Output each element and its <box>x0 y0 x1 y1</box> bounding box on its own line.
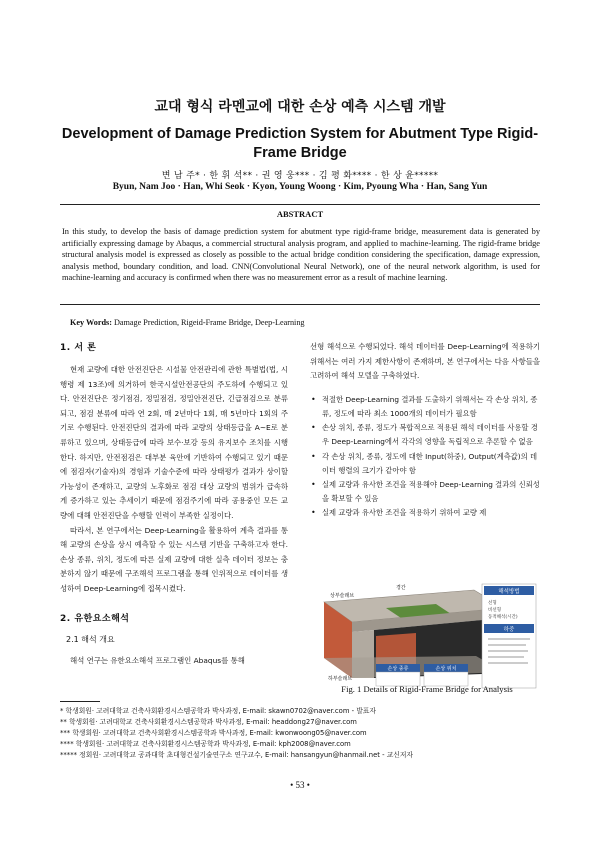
footnote: **** 학생회원· 고려대학교 건축사회환경시스템공학과 박사과정, E-mail: kph2008@naver.com <box>60 740 351 748</box>
list-item: • 적절한 Deep-Learning 결과를 도출하기 위해서는 각 손상 위치, 종류, 정도에 따라 최소 1000개의 데이터가 필요함 <box>310 393 540 421</box>
footnote-rule <box>60 701 100 702</box>
abstract-bottom-rule <box>60 304 540 305</box>
list-item: • 각 손상 위치, 종류, 정도에 대한 Input(하중), Output(계측값)의 데이터 행렬의 크기가 같아야 함 <box>310 450 540 478</box>
list-item: • 실제 교량과 유사한 조건을 적용해야 Deep-Learning 결과의 신뢰성을 확보할 수 있음 <box>310 478 540 506</box>
analysis-method-label: 해석방법 <box>498 589 520 595</box>
footnotes <box>60 706 540 761</box>
panel-item: 동적해석(시간) <box>488 615 518 620</box>
authors-korean: 변 남 주* · 한 휘 석** · 권 영 웅*** · 김 평 화**** · 한 상 윤***** <box>161 171 439 181</box>
analysis-paragraph: 해석 연구는 유한요소해석 프로그램인 Abaqus를 통해 <box>70 655 245 665</box>
damage-type-label: 손상 종류 <box>387 666 409 672</box>
list-item: • 손상 위치, 종류, 정도가 복합적으로 적용된 해석 데이터를 사용할 경우 Deep-Learning에서 각각의 영향을 독립적으로 추론할 수 없음 <box>310 421 540 449</box>
intro-paragraph-1: 현재 교량에 대한 안전진단은 시설물 안전관리에 관한 특별법(법, 시행령 제 13조)에 의거하여 한국시설안전공단의 주도하에 수행되고 있다. 안전진단은 정기점검, 정밀점검, 정밀안전진단, 긴급점검으로 분류되고, 점검 분류에 따라 연 2회, 매 2년마다 1회, 매 5년마다 1회의 주기로 수행된다. 안전진단의 결과에 따라 교량의 상태등급을 A~E로 분류하고 있으며, 상태등급에 따라 보수·보강 등의 유지보수 조치를 시행한다. 하지만, 안전점검은 대부분 육안에 기반하여 수행되고 있기 때문에 점검자(기술자)의 경험과 기술수준에 따라 상태평가 결과가 상이할 가능성이 존재하고, 교량의 노후화로 점검 대상 교량의 범위가 급속하게 증가하고 있는 추세이기 때문에 점검주기에 따라 공용중인 모든 교량에 대해 안전진단을 수행할 인력이 부족한 실정이다. <box>60 365 288 520</box>
figure-caption: Fig. 1 Details of Rigid-Frame Bridge for Analysis <box>341 684 513 694</box>
footnote: *** 학생회원· 고려대학교 건축사회환경시스템공학과 박사과정, E-mail: kwonwoong05@naver.com <box>60 729 367 737</box>
span-label: 경간 <box>396 585 406 591</box>
continued-paragraph: 선형 해석으로 수행되었다. 해석 데이터를 Deep-Learning에 적용하기 위해서는 여러 가지 제한사항이 존재하며, 본 연구에서는 다음 사항들을 고려하여 해석 모델을 구축하였다. <box>310 342 540 381</box>
panel-line <box>488 662 528 664</box>
bottom-slab-label: 하부슬래브 <box>328 676 353 682</box>
panel-item: 비선형 <box>488 608 502 613</box>
abstract-heading: ABSTRACT <box>276 209 324 219</box>
bridge-model-illustration <box>316 580 538 692</box>
top-slab-label: 상부슬래브 <box>330 593 355 599</box>
left-column <box>60 340 288 668</box>
keywords-label: Key Words: <box>70 318 112 327</box>
load-label: 하중 <box>503 627 515 633</box>
intro-paragraph-2: 따라서, 본 연구에서는 Deep-Learning을 활용하여 계측 결과를 통해 교량의 손상을 상시 예측할 수 있는 시스템 기반을 구축하고자 한다. 손상 종류, 위치, 정도에 따른 실제 교량에 대한 실측 데이터 정보는 충분하지 않기 때문에 구조해석 프로그램을 통해 인위적으로 데이터를 생성하여 Deep-Learning에 접목시켰다. <box>60 525 288 593</box>
constraint-list <box>310 393 540 521</box>
footnote: ** 학생회원· 고려대학교 건축사회환경시스템공학과 박사과정, E-mail: headdong27@naver.com <box>60 718 357 726</box>
footnote: ***** 정회원· 고려대학교 공과대학 초대형건설기술연구소 연구교수, E-mail: hansangyun@hanmail.net - 교신저자 <box>60 751 413 759</box>
panel-line <box>488 644 526 646</box>
page-number: • 53 • <box>290 780 310 790</box>
panel-line <box>488 650 528 652</box>
keywords-line <box>70 318 540 327</box>
panel-line <box>488 638 530 640</box>
keywords-text: Damage Prediction, Rigeid-Frame Bridge, Deep-Learning <box>113 318 305 327</box>
right-column <box>310 340 540 521</box>
bridge-figure <box>316 580 538 692</box>
footnote: * 학생회원· 고려대학교 건축사회환경시스템공학과 박사과정, E-mail: skawn0702@naver.com - 발표자 <box>60 707 376 715</box>
subsection-2-1-heading: 2.1 해석 개요 <box>66 634 115 644</box>
title-english: Development of Damage Prediction System for Abutment Type Rigid-Frame Bridge <box>61 126 539 161</box>
title-korean: 교대 형식 라멘교에 대한 손상 예측 시스템 개발 <box>154 99 446 115</box>
abstract-text: In this study, to develop the basis of damage prediction system for abutment type rigid-frame bridge, measurement data is generated by artificially expressing damage by Abaqus, a commercial structural analysis program, and applied to machine-learning. The rigid-frame bridge structural analysis model is expressed as closely as possible to the actual bridge condition considering the specification, damage expression, analysis method, boundary condition, and load. CNN(Convolutional Neural Network), one of the neural network algorithm, is used for machine-learning and accuracy is confirmed when there was no measurement error as a result of machine learning. <box>62 227 540 283</box>
section-2-heading: 2. 유한요소해석 <box>60 613 130 624</box>
abstract-top-rule <box>60 204 540 205</box>
panel-line <box>488 656 524 658</box>
legend-panel <box>482 584 536 688</box>
section-1-heading: 1. 서 론 <box>60 343 97 353</box>
damage-location-label: 손상 위치 <box>435 666 457 672</box>
authors-english: Byun, Nam Joo · Han, Whi Seok · Kyon, Young Woong · Kim, Pyoung Wha · Han, Sang Yun <box>112 182 488 192</box>
list-item: • 실제 교량과 유사한 조건을 적용하기 위하여 교량 제 <box>310 506 540 520</box>
panel-item: 선형 <box>488 601 497 606</box>
